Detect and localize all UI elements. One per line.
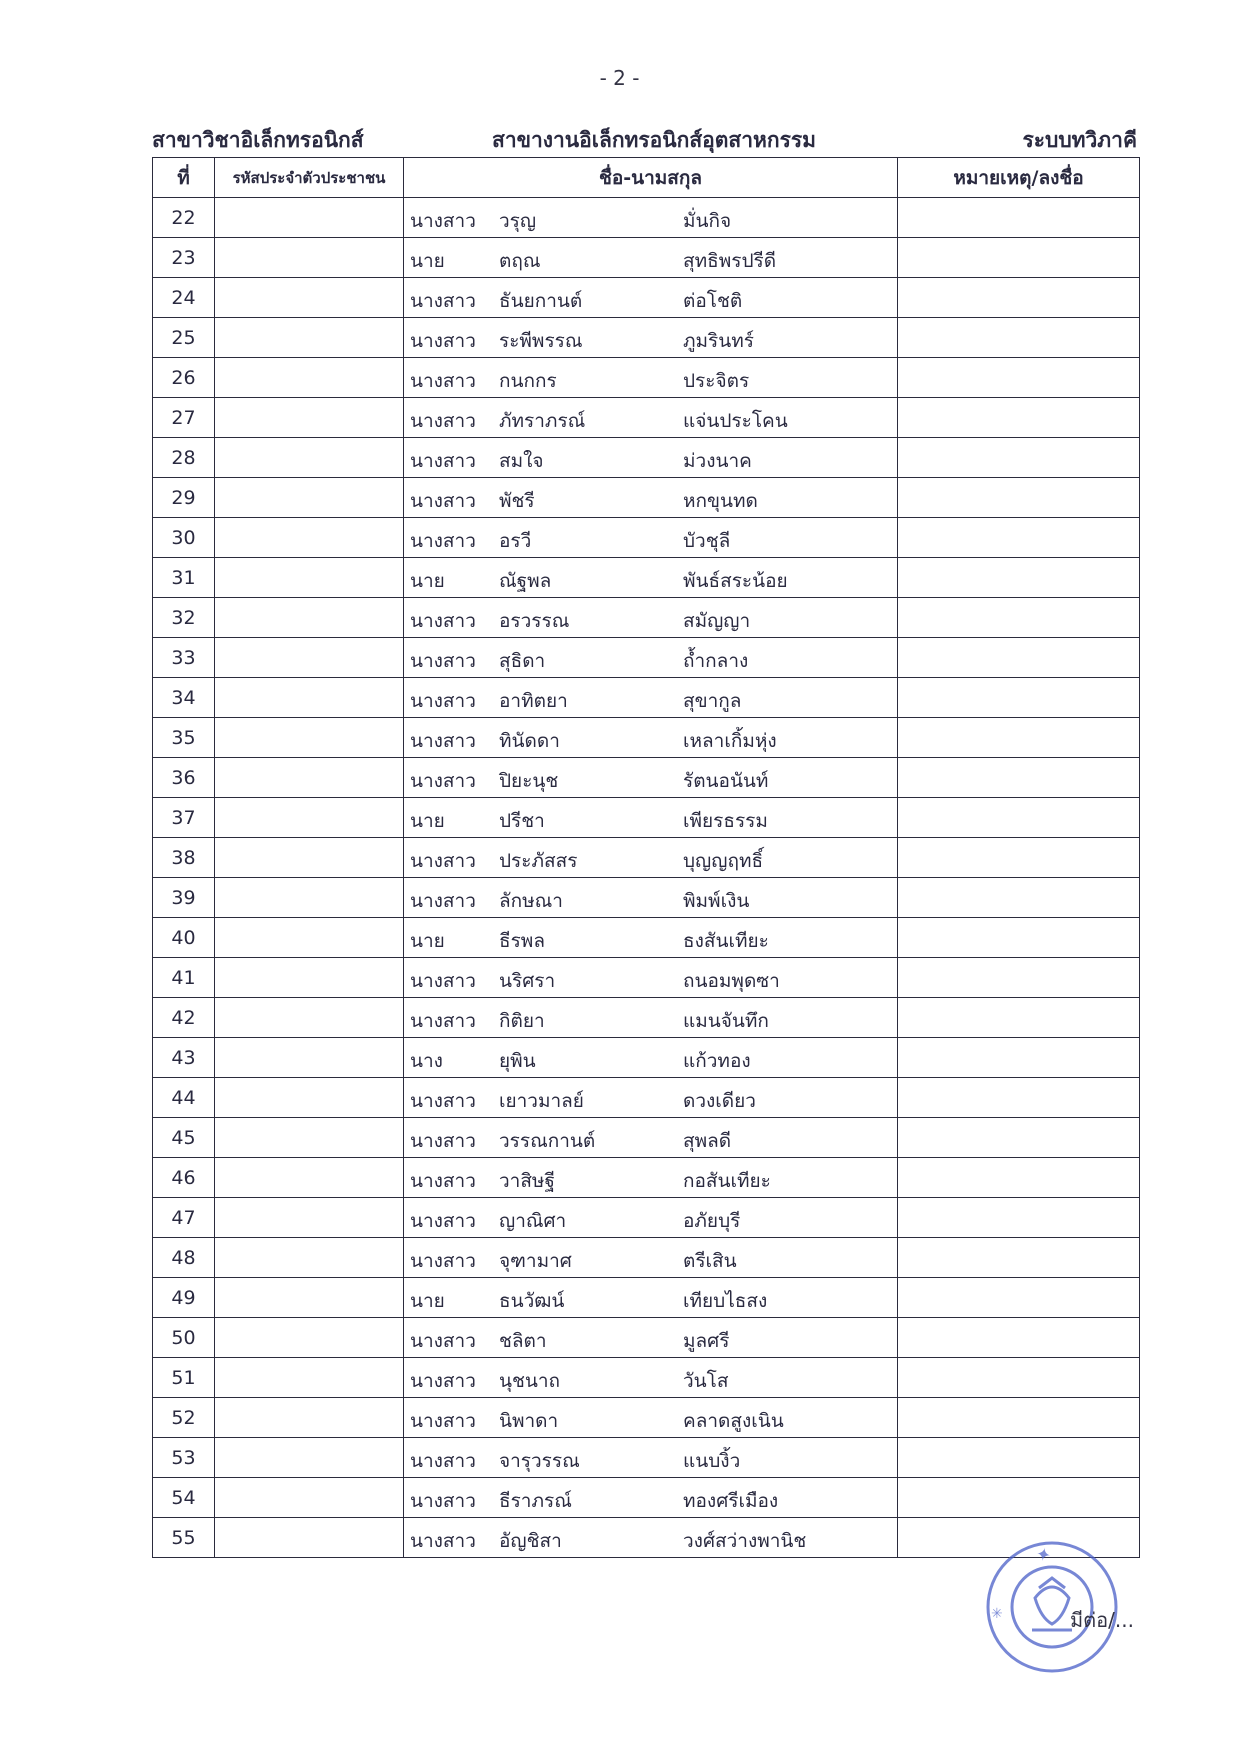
first-name: ธีราภรณ์ [499,1490,572,1512]
first-name: ปรีชา [499,810,545,832]
citizen-id-cell [215,318,404,358]
name-title: นางสาว [410,330,476,352]
table-row [153,678,1140,718]
citizen-id-cell [215,798,404,838]
remark-signature-cell [898,438,1140,478]
table-row [153,758,1140,798]
row-number: 41 [153,958,215,998]
row-number: 22 [153,198,215,238]
first-name: อาทิตยา [499,690,568,712]
remark-signature-cell [898,1078,1140,1118]
full-name-cell [404,238,898,278]
first-name: นุชนาถ [499,1370,561,1392]
citizen-id-cell [215,478,404,518]
citizen-id-cell [215,398,404,438]
remark-signature-cell [898,678,1140,718]
last-name: กอสันเทียะ [683,1170,771,1192]
full-name-cell [404,1358,898,1398]
name-title: นางสาว [410,1010,476,1032]
remark-signature-cell [898,558,1140,598]
name-title: นางสาว [410,370,476,392]
row-number: 37 [153,798,215,838]
name-title: นางสาว [410,1530,476,1552]
remark-signature-cell [898,278,1140,318]
full-name-cell [404,278,898,318]
table-row [153,438,1140,478]
first-name: สมใจ [499,450,544,472]
table-row [153,1038,1140,1078]
first-name: ภัทราภรณ์ [499,410,586,432]
citizen-id-cell [215,1518,404,1558]
full-name-cell [404,1198,898,1238]
row-number: 30 [153,518,215,558]
remark-signature-cell [898,998,1140,1038]
citizen-id-cell [215,1078,404,1118]
remark-signature-cell [898,598,1140,638]
full-name-cell [404,558,898,598]
full-name-cell [404,958,898,998]
full-name-cell [404,1238,898,1278]
name-title: นาง [410,1050,443,1072]
table-row [153,1158,1140,1198]
table-row [153,478,1140,518]
name-title: นางสาว [410,530,476,552]
remark-signature-cell [898,358,1140,398]
last-name: ธงสันเทียะ [683,930,769,952]
row-number: 40 [153,918,215,958]
first-name: ณัฐพล [499,570,552,592]
name-title: นาย [410,930,445,952]
full-name-cell [404,998,898,1038]
row-number: 36 [153,758,215,798]
first-name: นิพาดา [499,1410,559,1432]
row-number: 43 [153,1038,215,1078]
first-name: วรรณกานต์ [499,1130,596,1152]
last-name: บัวชุลี [683,530,731,552]
row-number: 23 [153,238,215,278]
last-name: เหลาเกิ้มหุ่ง [683,730,777,752]
row-number: 53 [153,1438,215,1478]
table-row [153,1318,1140,1358]
row-number: 27 [153,398,215,438]
citizen-id-cell [215,758,404,798]
table-row [153,1358,1140,1398]
last-name: พิมพ์เงิน [683,890,750,912]
first-name: ปิยะนุช [499,770,559,792]
remark-signature-cell [898,638,1140,678]
full-name-cell [404,358,898,398]
remark-signature-cell [898,1158,1140,1198]
field-label: สาขางานอิเล็กทรอนิกส์อุตสาหกรรม [492,128,816,152]
last-name: สุทธิพรปรีดี [683,250,777,272]
last-name: คลาดสูงเนิน [683,1410,784,1432]
name-title: นางสาว [410,1250,476,1272]
system-label: ระบบทวิภาคี [1022,128,1137,152]
first-name: จุฑามาศ [499,1250,572,1272]
row-number: 34 [153,678,215,718]
full-name-cell [404,758,898,798]
citizen-id-cell [215,438,404,478]
remark-signature-cell [898,1398,1140,1438]
name-title: นางสาว [410,450,476,472]
full-name-cell [404,398,898,438]
row-number: 33 [153,638,215,678]
full-name-cell [404,1398,898,1438]
full-name-cell [404,318,898,358]
table-row [153,358,1140,398]
last-name: เทียบไธสง [683,1290,768,1312]
first-name: ลักษณา [499,890,563,912]
row-number: 28 [153,438,215,478]
remark-signature-cell [898,958,1140,998]
first-name: ธันยกานต์ [499,290,583,312]
table-row [153,1478,1140,1518]
table-row [153,958,1140,998]
last-name: แก้วทอง [683,1050,751,1072]
last-name: แมนจันทึก [683,1010,769,1032]
row-number: 32 [153,598,215,638]
first-name: ยุพิน [499,1050,536,1072]
table-row [153,198,1140,238]
last-name: ม่วงนาค [683,450,752,472]
table-row [153,238,1140,278]
remark-signature-cell [898,758,1140,798]
row-number: 45 [153,1118,215,1158]
citizen-id-cell [215,1198,404,1238]
remark-signature-cell [898,1238,1140,1278]
last-name: ต่อโชติ [683,290,743,312]
full-name-cell [404,798,898,838]
row-number: 29 [153,478,215,518]
name-title: นางสาว [410,690,476,712]
last-name: อภัยบุรี [683,1210,741,1232]
citizen-id-cell [215,838,404,878]
column-header-name: ชื่อ-นามสกุล [404,158,898,198]
first-name: อัญชิสา [499,1530,562,1552]
last-name: ตรีเสิน [683,1250,737,1272]
citizen-id-cell [215,1478,404,1518]
remark-signature-cell [898,918,1140,958]
first-name: ธนวัฒน์ [499,1290,565,1312]
first-name: นริศรา [499,970,556,992]
table-row [153,918,1140,958]
remark-signature-cell [898,1038,1140,1078]
name-title: นางสาว [410,1090,476,1112]
first-name: ประภัสสร [499,850,578,872]
row-number: 26 [153,358,215,398]
row-number: 47 [153,1198,215,1238]
full-name-cell [404,918,898,958]
last-name: ถ้ำกลาง [683,650,749,672]
column-header-remark: หมายเหตุ/ลงชื่อ [898,158,1140,198]
remark-signature-cell [898,1278,1140,1318]
name-title: นางสาว [410,770,476,792]
first-name: พัชรี [499,490,535,512]
remark-signature-cell [898,478,1140,518]
name-title: นางสาว [410,410,476,432]
full-name-cell [404,198,898,238]
name-title: นางสาว [410,490,476,512]
citizen-id-cell [215,558,404,598]
name-title: นางสาว [410,1450,476,1472]
remark-signature-cell [898,198,1140,238]
row-number: 25 [153,318,215,358]
citizen-id-cell [215,1398,404,1438]
citizen-id-cell [215,678,404,718]
row-number: 31 [153,558,215,598]
table-row [153,998,1140,1038]
last-name: สุพลดี [683,1130,732,1152]
remark-signature-cell [898,398,1140,438]
name-title: นางสาว [410,1370,476,1392]
first-name: สุธิดา [499,650,546,672]
citizen-id-cell [215,998,404,1038]
full-name-cell [404,1038,898,1078]
svg-text:✳: ✳ [991,1606,1003,1622]
last-name: ทองศรีเมือง [683,1490,779,1512]
first-name: ธีรพล [499,930,545,952]
row-number: 42 [153,998,215,1038]
first-name: อรวรรณ [499,610,570,632]
last-name: สมัญญา [683,610,751,632]
table-row [153,838,1140,878]
name-title: นางสาว [410,650,476,672]
citizen-id-cell [215,918,404,958]
last-name: ภูมรินทร์ [683,330,754,352]
column-header-citizen-id: รหัสประจำตัวประชาชน [215,158,404,198]
full-name-cell [404,1478,898,1518]
table-row [153,718,1140,758]
first-name: จารุวรรณ [499,1450,580,1472]
last-name: วงศ์สว่างพานิช [683,1530,807,1552]
row-number: 54 [153,1478,215,1518]
full-name-cell [404,518,898,558]
table-row [153,1398,1140,1438]
table-row [153,638,1140,678]
full-name-cell [404,838,898,878]
citizen-id-cell [215,358,404,398]
page-number: - 2 - [599,66,640,90]
full-name-cell [404,1118,898,1158]
first-name: อรวี [499,530,532,552]
full-name-cell [404,1078,898,1118]
last-name: แนบงิ้ว [683,1450,741,1472]
table-row [153,318,1140,358]
citizen-id-cell [215,878,404,918]
table-row [153,278,1140,318]
last-name: วันโส [683,1370,729,1392]
citizen-id-cell [215,1358,404,1398]
table-body [153,198,1140,1558]
row-number: 50 [153,1318,215,1358]
citizen-id-cell [215,1238,404,1278]
remark-signature-cell [898,1318,1140,1358]
last-name: ประจิตร [683,370,750,392]
full-name-cell [404,1518,898,1558]
full-name-cell [404,1278,898,1318]
last-name: เพียรธรรม [683,810,768,832]
full-name-cell [404,1438,898,1478]
table-row [153,598,1140,638]
name-title: นางสาว [410,970,476,992]
name-title: นางสาว [410,1490,476,1512]
name-title: นางสาว [410,210,476,232]
row-number: 49 [153,1278,215,1318]
department-label: สาขาวิชาอิเล็กทรอนิกส์ [152,128,364,152]
name-title: นางสาว [410,610,476,632]
name-title: นาย [410,1290,445,1312]
full-name-cell [404,878,898,918]
last-name: พันธ์สระน้อย [683,570,788,592]
name-title: นางสาว [410,1330,476,1352]
citizen-id-cell [215,958,404,998]
remark-signature-cell [898,518,1140,558]
first-name: วรุญ [499,210,537,232]
last-name: ดวงเดียว [683,1090,756,1112]
row-number: 39 [153,878,215,918]
table-row [153,1438,1140,1478]
row-number: 52 [153,1398,215,1438]
citizen-id-cell [215,1038,404,1078]
name-title: นาย [410,250,445,272]
last-name: สุขากูล [683,690,742,712]
first-name: ตฤณ [499,250,541,272]
name-title: นางสาว [410,850,476,872]
first-name: ญาณิศา [499,1210,567,1232]
full-name-cell [404,598,898,638]
first-name: ชลิตา [499,1330,547,1352]
remark-signature-cell [898,1118,1140,1158]
document-header [152,124,1137,154]
table-row [153,558,1140,598]
first-name: เยาวมาลย์ [499,1090,584,1112]
full-name-cell [404,438,898,478]
name-title: นางสาว [410,1130,476,1152]
full-name-cell [404,638,898,678]
remark-signature-cell [898,798,1140,838]
name-title: นาย [410,570,445,592]
remark-signature-cell [898,1478,1140,1518]
name-title: นางสาว [410,1210,476,1232]
last-name: ถนอมพุดซา [683,970,780,992]
row-number: 51 [153,1358,215,1398]
last-name: รัตนอนันท์ [683,770,769,792]
citizen-id-cell [215,238,404,278]
full-name-cell [404,478,898,518]
last-name: บุญญฤทธิ์ [683,850,764,872]
last-name: แจ่นประโคน [683,410,788,432]
citizen-id-cell [215,598,404,638]
svg-text:✦: ✦ [1034,1543,1053,1567]
name-title: นางสาว [410,1170,476,1192]
citizen-id-cell [215,1318,404,1358]
citizen-id-cell [215,718,404,758]
first-name: กิติยา [499,1010,545,1032]
table-row [153,1078,1140,1118]
full-name-cell [404,718,898,758]
table-header-row [153,158,1140,198]
remark-signature-cell [898,838,1140,878]
row-number: 48 [153,1238,215,1278]
first-name: กนกกร [499,370,557,392]
table-row [153,878,1140,918]
row-number: 24 [153,278,215,318]
continued-note: มีต่อ/... [1070,1608,1134,1632]
remark-signature-cell [898,1358,1140,1398]
citizen-id-cell [215,1158,404,1198]
table-row [153,1118,1140,1158]
column-header-number: ที่ [153,158,215,198]
remark-signature-cell [898,1198,1140,1238]
remark-signature-cell [898,318,1140,358]
remark-signature-cell [898,1438,1140,1478]
table-row [153,518,1140,558]
row-number: 38 [153,838,215,878]
last-name: มูลศรี [683,1330,730,1352]
citizen-id-cell [215,518,404,558]
table-row [153,1278,1140,1318]
name-title: นางสาว [410,1410,476,1432]
remark-signature-cell [898,238,1140,278]
citizen-id-cell [215,278,404,318]
row-number: 46 [153,1158,215,1198]
remark-signature-cell [898,718,1140,758]
table-row [153,1238,1140,1278]
name-title: นางสาว [410,730,476,752]
remark-signature-cell [898,878,1140,918]
name-title: นาย [410,810,445,832]
first-name: ระพีพรรณ [499,330,583,352]
citizen-id-cell [215,1278,404,1318]
table-row [153,1198,1140,1238]
first-name: วาสิษฐี [499,1170,555,1192]
table-row [153,398,1140,438]
name-title: นางสาว [410,890,476,912]
table-row [153,798,1140,838]
citizen-id-cell [215,1438,404,1478]
student-roster-table [152,157,1140,1558]
name-title: นางสาว [410,290,476,312]
full-name-cell [404,678,898,718]
row-number: 44 [153,1078,215,1118]
citizen-id-cell [215,638,404,678]
full-name-cell [404,1158,898,1198]
row-number: 55 [153,1518,215,1558]
citizen-id-cell [215,198,404,238]
full-name-cell [404,1318,898,1358]
last-name: หกขุนทด [683,490,758,512]
row-number: 35 [153,718,215,758]
first-name: ทินัดดา [499,730,560,752]
citizen-id-cell [215,1118,404,1158]
last-name: มั่นกิจ [683,210,732,232]
